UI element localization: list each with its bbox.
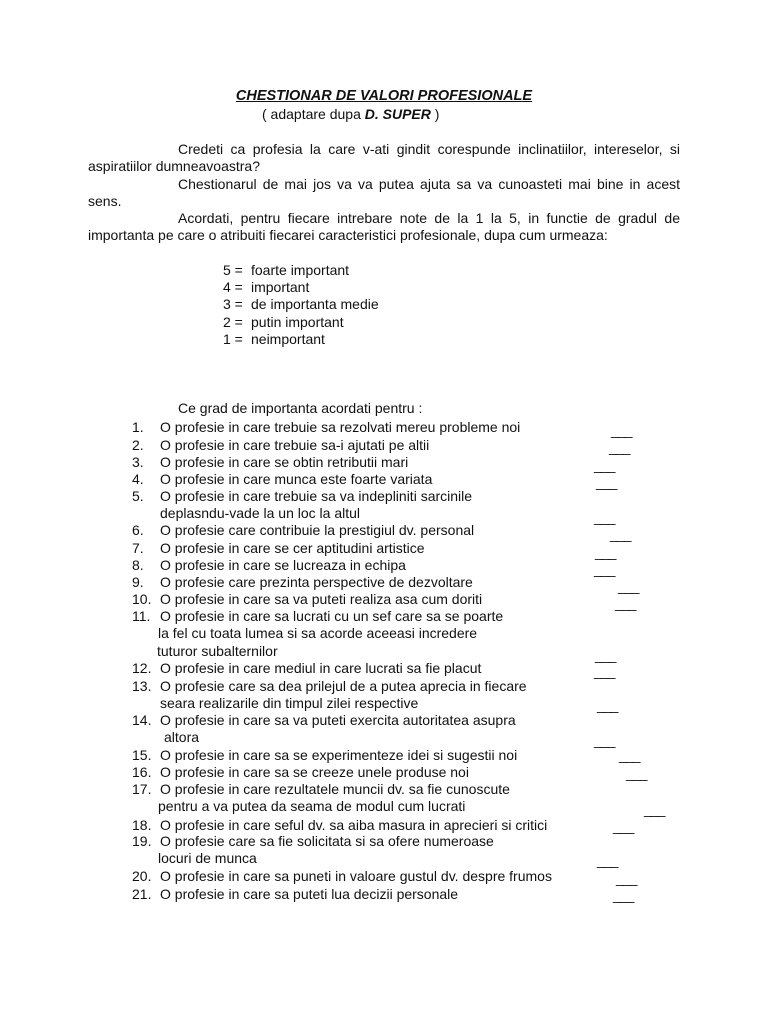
answer-blank[interactable]: ___ [594,663,615,679]
question-number: 6. [132,522,144,538]
question-number: 12. [132,660,152,676]
document-subtitle: ( adaptare dupa D. SUPER ) [262,106,440,122]
answer-blank[interactable]: ___ [609,439,630,455]
question-text: O profesie in care mediul in care lucrati sa fie placut [160,660,482,676]
answer-blank[interactable]: ___ [619,747,640,763]
question-number: 11. [132,608,151,624]
question-number: 7. [132,540,144,556]
scale-row: 2 = putin important [223,313,344,330]
question-number: 16. [132,764,152,780]
question-item [132,454,408,471]
question-number: 21. [132,886,152,902]
question-text: O profesie care prezinta perspective de dezvoltare [160,574,473,590]
question-text: O profesie in care trebuie sa rezolvati mereu probleme noi [160,419,521,435]
question-number: 1. [132,419,144,435]
answer-blank[interactable]: ___ [594,561,615,577]
question-text: O profesie in care trebuie sa va indepliniti sarcinile [160,488,473,504]
answer-blank[interactable]: ___ [611,422,632,438]
question-text: O profesie in care rezultatele muncii dv. sa fie cunoscute [160,781,510,797]
scale-row: 1 = neimportant [223,330,325,347]
question-number: 19. [132,833,152,849]
question-number: 18. [132,817,152,833]
answer-blank[interactable]: ___ [613,818,634,834]
question-number: 5. [132,488,144,504]
question-number: 9. [132,574,144,590]
answer-blank[interactable]: ___ [626,765,647,781]
question-text: O profesie in care trebuie sa-i ajutati pe altii [160,437,430,453]
question-text: O profesie in care se obtin retributii mari [160,454,409,470]
answer-blank[interactable]: ___ [594,457,615,473]
question-number: 20. [132,868,152,884]
question-text: O profesie in care munca este foarte variata [160,471,433,487]
question-number: 15. [132,747,152,763]
question-text-continued: locuri de munca [158,850,257,867]
question-text: O profesie in care sa puneti in valoare gustul dv. despre frumos [160,868,552,884]
question-number: 3. [132,454,144,470]
question-item [132,437,429,454]
question-text-continued: pentru a va putea da seama de modul cum lucrati [158,798,466,815]
question-item [132,781,510,798]
question-number: 8. [132,557,144,573]
question-item [132,712,516,729]
question-number: 17. [132,781,152,797]
answer-blank[interactable]: ___ [597,697,618,713]
answer-blank[interactable]: ___ [644,801,665,817]
rating-scale [223,262,379,348]
question-text-continued: altora [164,729,200,746]
question-text: O profesie in care seful dv. sa aiba masura in aprecieri si critici [160,817,548,833]
question-item [132,747,517,764]
question-item [132,764,469,781]
question-item [132,886,458,903]
question-item [132,591,482,608]
question-number: 13. [132,678,152,694]
intro-paragraph-3: Acordati, pentru fiecare intrebare note de la 1 la 5, in functie de gradul de importanta pe care o atribuiti fiecarei caracteristici profesionale, dupa cum urmeaza: [88,210,680,243]
question-text: O profesie in care sa va puteti realiza asa cum doriti [160,591,483,607]
scale-row: 3 = de importanta medie [223,296,379,313]
answer-blank[interactable]: ___ [618,578,639,594]
answer-blank[interactable]: ___ [595,544,616,560]
question-text: O profesie in care sa se experimenteze idei si sugestii noi [160,747,518,763]
question-text-continued: tuturor subalternilor [157,642,278,659]
question-number: 14. [132,712,152,728]
question-text: O profesie in care sa se creeze unele produse noi [160,764,469,780]
question-item [132,608,503,625]
author-name: D. SUPER [364,106,431,122]
question-item [132,868,552,885]
question-item [132,833,494,850]
question-text: O profesie care sa dea prilejul de a putea aprecia in fiecare [160,678,527,694]
answer-blank[interactable]: ___ [616,870,637,886]
question-item [132,471,432,488]
question-item [132,540,425,557]
question-item [132,488,472,505]
question-text: O profesie in care sa va puteti exercita autoritatea asupra [160,712,516,728]
question-text: O profesie care contribuie la prestigiul dv. personal [160,522,475,538]
intro-paragraph-2: Chestionarul de mai jos va va putea ajuta sa va cunoasteti mai bine in acest sens. [88,176,680,209]
question-text: O profesie in care se lucreaza in echipa [160,557,406,573]
scale-row: 4 = important [223,279,310,296]
question-item [132,419,520,436]
answer-blank[interactable]: ___ [595,647,616,663]
question-item [132,574,473,591]
question-text: O profesie care sa fie solicitata si sa ofere numeroase [160,833,494,849]
question-text: O profesie in care sa puteti lua decizii personale [160,886,459,902]
answer-blank[interactable]: ___ [597,852,618,868]
answer-blank[interactable]: ___ [615,595,636,611]
question-item [132,678,527,695]
document-title: CHESTIONAR DE VALORI PROFESIONALE [235,88,533,104]
answer-blank[interactable]: ___ [610,526,631,542]
question-text-continued: seara realizarile din timpul zilei respective [160,695,419,712]
question-item [132,660,481,677]
answer-blank[interactable]: ___ [613,887,634,903]
answer-blank[interactable]: ___ [596,474,617,490]
questions-lead: Ce grad de importanta acordati pentru : [178,400,423,416]
question-number: 4. [132,471,144,487]
question-item [132,522,474,539]
question-item [132,557,406,574]
question-number: 2. [132,437,144,453]
answer-blank[interactable]: ___ [594,509,615,525]
scale-row: 5 = foarte important [223,262,350,278]
intro-paragraph-1: Credeti ca profesia la care v-ati gindit corespunde inclinatiilor, intereselor, si aspiratiilor dumneavoastra? [88,141,680,174]
answer-blank[interactable]: ___ [594,732,615,748]
question-text-continued: la fel cu toata lumea si sa acorde aceeasi incredere [158,625,478,642]
question-number: 10. [132,591,152,607]
question-text-continued: deplasndu-vade la un loc la altul [160,505,361,522]
question-text: O profesie in care se cer aptitudini artistice [160,540,425,556]
question-text: O profesie in care sa lucrati cu un sef care sa se poarte [160,608,504,624]
question-item [132,817,547,834]
